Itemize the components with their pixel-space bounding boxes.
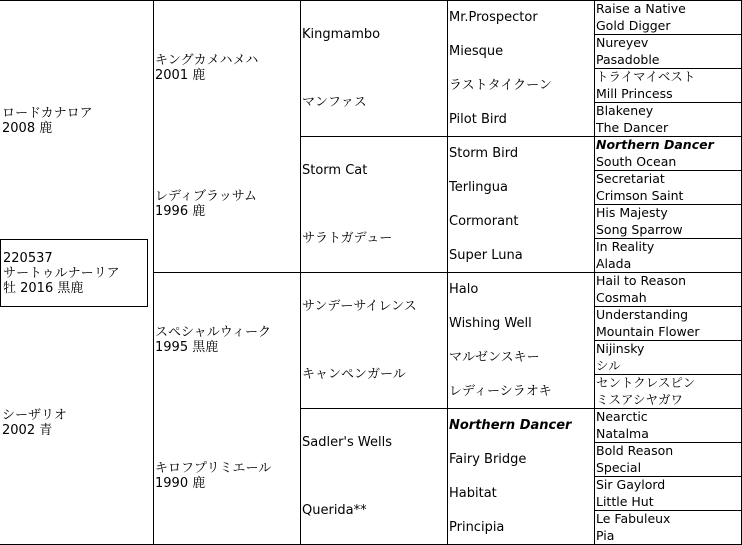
gen5-cell-name: In Reality bbox=[596, 238, 655, 254]
dam-cell bbox=[0, 302, 153, 544]
gen5-cell-name: Raise a Native bbox=[596, 0, 686, 16]
grid-line bbox=[153, 272, 742, 273]
gen3-cell-name: サラトガデュー bbox=[302, 230, 393, 246]
gen2-cell-name: キングカメハメハ bbox=[155, 53, 259, 68]
gen5-cell bbox=[594, 0, 741, 17]
gen5-cell-name: Gold Digger bbox=[596, 17, 671, 33]
gen4-cell bbox=[447, 34, 594, 68]
gen3-cell bbox=[300, 340, 447, 408]
subject-cell-info: サートゥルナーリア bbox=[3, 265, 120, 281]
gen4-cell bbox=[447, 306, 594, 340]
gen5-cell-name: Cosmah bbox=[596, 289, 647, 305]
sire-cell-info: 2008 鹿 bbox=[2, 121, 53, 136]
gen2-cell-info: 2001 鹿 bbox=[155, 68, 206, 83]
gen5-cell bbox=[594, 391, 741, 408]
grid-line bbox=[594, 442, 742, 443]
grid-line bbox=[594, 306, 742, 307]
gen3-cell bbox=[300, 0, 447, 68]
gen4-cell bbox=[447, 408, 594, 442]
gen5-cell bbox=[594, 102, 741, 119]
gen5-cell-name: Understanding bbox=[596, 306, 689, 322]
gen4-cell bbox=[447, 68, 594, 102]
gen4-cell-name: Storm Bird bbox=[449, 145, 519, 161]
gen3-cell bbox=[300, 68, 447, 136]
gen5-cell-name: シル bbox=[596, 357, 621, 373]
gen4-cell-name: Mr.Prospector bbox=[449, 9, 538, 25]
gen5-cell bbox=[594, 340, 741, 357]
grid-line bbox=[594, 374, 742, 375]
gen5-cell-name: Song Sparrow bbox=[596, 221, 683, 237]
gen5-cell bbox=[594, 68, 741, 85]
gen3-cell-name: Storm Cat bbox=[302, 162, 368, 178]
gen2-cell-info: 1990 鹿 bbox=[155, 476, 206, 491]
gen4-cell-name: レディーシラオキ bbox=[449, 383, 552, 399]
gen5-cell-name: Blakeney bbox=[596, 102, 654, 118]
gen4-cell bbox=[447, 442, 594, 476]
gen2-cell-name: レディブラッサム bbox=[155, 189, 258, 204]
gen5-cell-name: Natalma bbox=[596, 425, 649, 441]
grid-line bbox=[594, 510, 742, 511]
gen5-cell bbox=[594, 306, 741, 323]
gen5-cell-name: Nijinsky bbox=[596, 340, 645, 356]
gen5-cell bbox=[594, 527, 741, 544]
gen5-cell bbox=[594, 204, 741, 221]
gen5-cell-name: トライマイベスト bbox=[596, 68, 696, 84]
gen3-cell bbox=[300, 272, 447, 340]
gen5-cell bbox=[594, 510, 741, 527]
gen3-cell-name: Sadler's Wells bbox=[302, 434, 392, 450]
gen5-cell bbox=[594, 170, 741, 187]
gen4-cell-name: Northern Dancer bbox=[449, 417, 572, 433]
gen4-cell-name: Pilot Bird bbox=[449, 111, 507, 127]
gen5-cell-name: セントクレスピン bbox=[596, 374, 696, 390]
gen3-cell-name: マンファス bbox=[302, 94, 367, 110]
gen5-cell bbox=[594, 136, 741, 153]
grid-line bbox=[594, 34, 742, 35]
gen5-cell-name: Special bbox=[596, 459, 642, 475]
gen5-cell bbox=[594, 408, 741, 425]
gen5-cell bbox=[594, 493, 741, 510]
gen3-cell-name: Kingmambo bbox=[302, 26, 381, 42]
gen3-cell bbox=[300, 136, 447, 204]
gen5-cell-name: Mountain Flower bbox=[596, 323, 700, 339]
grid-line bbox=[594, 102, 742, 103]
gen5-cell bbox=[594, 476, 741, 493]
gen5-cell-name: Pasadoble bbox=[596, 51, 660, 67]
gen5-cell-name: Nureyev bbox=[596, 34, 649, 50]
gen2-cell-info: 1996 鹿 bbox=[155, 204, 206, 219]
grid-line bbox=[300, 408, 742, 409]
gen5-cell-name: Nearctic bbox=[596, 408, 648, 424]
subject-cell-info: 牡 2016 黒鹿 bbox=[3, 280, 84, 296]
gen5-cell bbox=[594, 442, 741, 459]
gen5-cell-name: Pia bbox=[596, 527, 615, 543]
grid-line bbox=[0, 0, 742, 1]
gen5-cell-name: South Ocean bbox=[596, 153, 677, 169]
gen5-cell-name: Little Hut bbox=[596, 493, 654, 509]
gen4-cell-name: Cormorant bbox=[449, 213, 519, 229]
gen3-cell-name: キャンペンガール bbox=[302, 366, 406, 382]
gen4-cell bbox=[447, 102, 594, 136]
gen4-cell bbox=[447, 374, 594, 408]
gen2-cell bbox=[153, 272, 300, 408]
gen5-cell bbox=[594, 323, 741, 340]
gen4-cell-name: Fairy Bridge bbox=[449, 451, 527, 467]
gen5-cell-name: Crimson Saint bbox=[596, 187, 684, 203]
gen4-cell bbox=[447, 238, 594, 272]
subject-cell-name: 220537 bbox=[3, 250, 53, 266]
gen2-cell bbox=[153, 408, 300, 544]
gen4-cell-name: ラストタイクーン bbox=[449, 77, 552, 93]
gen4-cell bbox=[447, 272, 594, 306]
gen4-cell-name: Wishing Well bbox=[449, 315, 532, 331]
gen4-cell bbox=[447, 510, 594, 544]
gen3-cell bbox=[300, 408, 447, 476]
sire-cell-name: ロードカナロア bbox=[2, 106, 93, 121]
gen4-cell-name: Terlingua bbox=[449, 179, 508, 195]
gen4-cell bbox=[447, 340, 594, 374]
gen5-cell-name: Bold Reason bbox=[596, 442, 674, 458]
gen4-cell-name: Super Luna bbox=[449, 247, 523, 263]
gen3-cell-name: サンデーサイレンス bbox=[302, 298, 417, 314]
gen4-cell-name: Miesque bbox=[449, 43, 504, 59]
gen5-cell bbox=[594, 17, 741, 34]
gen4-cell bbox=[447, 204, 594, 238]
gen5-cell bbox=[594, 272, 741, 289]
gen4-cell bbox=[447, 170, 594, 204]
gen2-cell-name: キロフプリミエール bbox=[155, 461, 272, 476]
gen4-cell bbox=[447, 136, 594, 170]
gen5-cell bbox=[594, 425, 741, 442]
gen5-cell bbox=[594, 238, 741, 255]
grid-line bbox=[300, 136, 742, 137]
gen5-cell-name: Mill Princess bbox=[596, 85, 673, 101]
gen5-cell bbox=[594, 255, 741, 272]
dam-cell-info: 2002 青 bbox=[2, 423, 53, 438]
gen5-cell-name: His Majesty bbox=[596, 204, 668, 220]
gen5-cell bbox=[594, 34, 741, 51]
grid-line bbox=[594, 68, 742, 69]
gen5-cell bbox=[594, 119, 741, 136]
gen4-cell-name: Habitat bbox=[449, 485, 497, 501]
subject-box bbox=[0, 239, 148, 307]
gen5-cell-name: Hail to Reason bbox=[596, 272, 687, 288]
gen5-cell bbox=[594, 459, 741, 476]
gen3-cell bbox=[300, 476, 447, 544]
gen2-cell-info: 1995 黒鹿 bbox=[155, 340, 219, 355]
gen5-cell-name: ミスアシヤガワ bbox=[596, 391, 684, 407]
gen4-cell-name: マルゼンスキー bbox=[449, 349, 540, 365]
grid-line bbox=[594, 340, 742, 341]
gen5-cell bbox=[594, 289, 741, 306]
gen4-cell bbox=[447, 0, 594, 34]
gen5-cell-name: Secretariat bbox=[596, 170, 665, 186]
gen5-cell bbox=[594, 357, 741, 374]
gen4-cell-name: Halo bbox=[449, 281, 479, 297]
grid-line bbox=[594, 476, 742, 477]
gen5-cell bbox=[594, 374, 741, 391]
gen5-cell-name: Le Fabuleux bbox=[596, 510, 671, 526]
gen5-cell bbox=[594, 153, 741, 170]
gen3-cell-name: Querida** bbox=[302, 502, 367, 518]
gen5-cell-name: Northern Dancer bbox=[596, 136, 714, 152]
grid-line bbox=[594, 238, 742, 239]
gen5-cell-name: Alada bbox=[596, 255, 632, 271]
gen5-cell bbox=[594, 221, 741, 238]
gen5-cell-name: The Dancer bbox=[596, 119, 669, 135]
gen5-cell bbox=[594, 187, 741, 204]
grid-line bbox=[594, 170, 742, 171]
gen5-cell bbox=[594, 51, 741, 68]
gen2-cell bbox=[153, 0, 300, 136]
gen2-cell-name: スペシャルウィーク bbox=[155, 325, 271, 340]
gen4-cell bbox=[447, 476, 594, 510]
gen3-cell bbox=[300, 204, 447, 272]
gen5-cell-name: Sir Gaylord bbox=[596, 476, 666, 492]
sire-cell bbox=[0, 0, 153, 242]
grid-line bbox=[594, 204, 742, 205]
gen4-cell-name: Principia bbox=[449, 519, 505, 535]
dam-cell-name: シーザリオ bbox=[2, 408, 67, 423]
gen2-cell bbox=[153, 136, 300, 272]
gen5-cell bbox=[594, 85, 741, 102]
